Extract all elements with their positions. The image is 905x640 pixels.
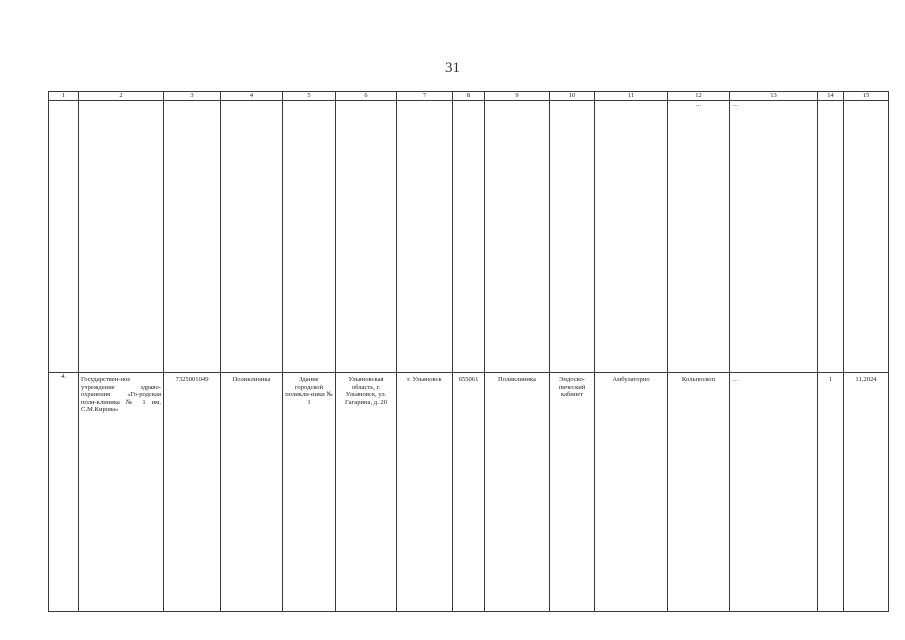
table-cell xyxy=(550,101,595,373)
city-text: г. Ульяновск xyxy=(407,376,442,383)
column-number: 7 xyxy=(397,92,453,101)
column-number: 2 xyxy=(79,92,164,101)
table-cell xyxy=(397,101,453,373)
room-type-text: Эндоско-пический кабинет xyxy=(558,376,586,399)
building-name-text: Здание городской поликли-ники № 1 xyxy=(285,376,333,406)
organization-name-text: Государствен-ное учреждение здраво-охранения «Го-родская поли-клиника № 1 им. С.М.Кирова» xyxy=(81,376,161,414)
code xyxy=(453,373,485,612)
table-cell xyxy=(818,101,844,373)
city xyxy=(397,373,453,612)
table-cell xyxy=(283,101,336,373)
column-number: 8 xyxy=(453,92,485,101)
column-number-row xyxy=(49,92,889,101)
column-number: 10 xyxy=(550,92,595,101)
inn-code-text: 7325001049 xyxy=(175,376,209,383)
column-number: 1 xyxy=(49,92,79,101)
legal-basis-cell: … xyxy=(730,101,818,373)
page-number: 31 xyxy=(445,60,460,76)
legal-basis-cell xyxy=(730,373,818,612)
column-number: 14 xyxy=(818,92,844,101)
table-cell xyxy=(49,101,79,373)
delivery-date xyxy=(844,373,889,612)
delivery-date-text: 11.2024 xyxy=(855,376,877,383)
table-row xyxy=(49,373,889,612)
room-type xyxy=(550,373,595,612)
column-number: 12 xyxy=(668,92,730,101)
unit-type-text: Поликлиника xyxy=(498,376,536,383)
equipment-name xyxy=(668,373,730,612)
facility-type xyxy=(221,373,283,612)
care-conditions-text: Амбулаторно xyxy=(612,376,650,383)
address-text: Ульяновская область, г. Ульяновск, ул. Гагарина, д. 20 xyxy=(344,376,388,406)
quantity-text: 1 xyxy=(828,376,833,383)
building-name xyxy=(283,373,336,612)
table-cell xyxy=(164,101,221,373)
organization-name xyxy=(79,373,164,612)
column-number: 11 xyxy=(595,92,668,101)
column-number: 6 xyxy=(336,92,397,101)
table-cell xyxy=(221,101,283,373)
unit-type xyxy=(485,373,550,612)
equipment-table xyxy=(48,91,889,612)
equipment-name-text: Кольпоскоп xyxy=(681,376,716,383)
facility-type-text: Поликлиника xyxy=(232,376,271,383)
table-cell xyxy=(844,101,889,373)
code-text: 655061 xyxy=(458,376,479,383)
column-number: 9 xyxy=(485,92,550,101)
row-number: 4. xyxy=(49,373,79,612)
table-cell xyxy=(79,101,164,373)
column-number: 5 xyxy=(283,92,336,101)
legal-basis-text: … xyxy=(732,376,739,383)
address xyxy=(336,373,397,612)
care-conditions xyxy=(595,373,668,612)
table-cell xyxy=(453,101,485,373)
table-row-continued xyxy=(49,101,889,373)
equipment-purpose-cell: … xyxy=(668,101,730,373)
table-cell xyxy=(336,101,397,373)
column-number: 3 xyxy=(164,92,221,101)
column-number: 13 xyxy=(730,92,818,101)
column-number: 4 xyxy=(221,92,283,101)
inn-code xyxy=(164,373,221,612)
quantity xyxy=(818,373,844,612)
table-cell xyxy=(485,101,550,373)
table-cell xyxy=(595,101,668,373)
column-number: 15 xyxy=(844,92,889,101)
